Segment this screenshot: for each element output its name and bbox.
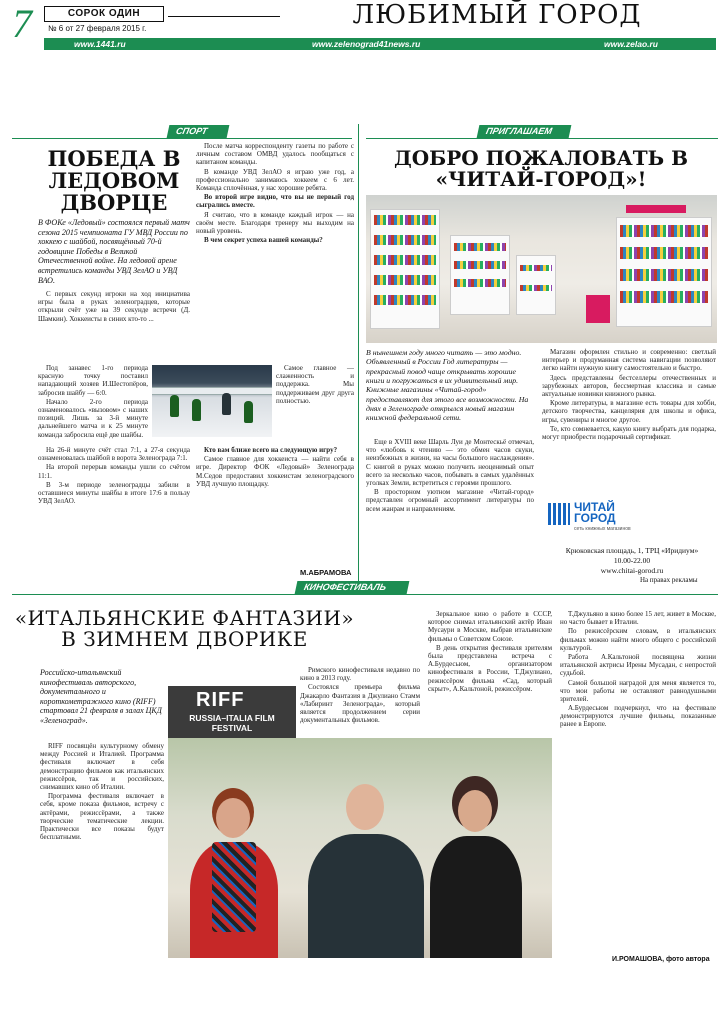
- chitay-col2-p4: Те, кто сомневается, какую книгу выбрать для подарка, могут приобрести подарочный сертификат.: [542, 424, 716, 441]
- shelf-row: [620, 247, 708, 259]
- kino-byline: И.РОМАШОВА, фото автора: [612, 956, 710, 963]
- kino-col4-p1: Т.Джульяно в кино более 15 лет, живет в Москве, но часто бывает в Италии.: [560, 610, 716, 627]
- bookstore-photo: [366, 195, 717, 343]
- kino-col4-p5: А.Бурдесьюм подчеркнул, что на фестивале демонстрируются лучшие фильмы, показанные ранее в Европе.: [560, 704, 716, 729]
- chitay-hours: 10.00-22.00: [613, 555, 651, 565]
- sport-col2-p3: Я считаю, что в команде каждый игрок — на своём месте. Благодаря тренеру мы выходим на новый уровень.: [196, 210, 354, 235]
- kino-headline: «ИТАЛЬЯНСКИЕ ФАНТАЗИИ» В ЗИМНЕМ ДВОРИКЕ: [14, 606, 355, 651]
- chitay-col2: [542, 348, 716, 498]
- kino-col1-p1: RIFF посвящён культурному обмену между Россией и Италией. Программа фестиваля включает в себя демонстрацию фильмов как итальянских режиссёров, так и российских, снимавших кино об Италии.: [40, 742, 164, 791]
- sport-col2-p4: Самое главное — слаженность и поддержка. Мы поддерживаем друг друга полностью.: [276, 364, 354, 405]
- chitay-logo-subtitle: сеть книжных магазинов: [574, 526, 631, 532]
- chitay-col2-p1: Магазин оформлен стильно и современно: светлый интерьер и продуманная система навигации позволяют легко найти нужную книгу самостоятельно и быстро.: [542, 348, 716, 373]
- chitay-site[interactable]: www.chitai-gorod.ru: [600, 565, 664, 575]
- issue-date: № 6 от 27 февраля 2015 г.: [48, 24, 147, 33]
- invite-rubric: ПРИГЛАШАЕМ: [477, 125, 572, 138]
- sport-col2-p2: В команде УВД ЗелАО я играю уже год, а профессионально занимаюсь хоккеем с 6 лет. Команда сплочённая, у нас хорошие ребята.: [196, 167, 354, 192]
- url-bar: [44, 38, 716, 50]
- sport-col2-q3: Кто вам ближе всего на следующую игру?: [204, 446, 338, 454]
- chitay-col1: [366, 438, 534, 578]
- festival-guests-photo: [168, 738, 552, 958]
- chitay-headline: ДОБРО ПОЖАЛОВАТЬ В «ЧИТАЙ-ГОРОД»!: [393, 146, 689, 191]
- kino-col4-p2: По режиссёрским словам, в итальянских фильмах можно найти много общего с российской культурой.: [560, 627, 716, 652]
- player-green-1: [170, 395, 179, 417]
- guest-head: [346, 784, 384, 830]
- sport-col1-p3: Начало 2-го периода ознаменовалось «вызовом» с наших позиций. Лишь за 3-й минуте дальнейшего матча и к 25 минуте команда забросила ещё две шайбы.: [38, 397, 148, 439]
- shelf-row: [620, 225, 708, 237]
- url-zelenograd41[interactable]: www.zelenograd41news.ru: [312, 39, 421, 49]
- shelf-row: [374, 275, 436, 285]
- chitay-logo-word1: ЧИТАЙ: [574, 500, 615, 514]
- sport-col1-p4: На 26-й минуте счёт стал 7:1, а 27-я секунда ознаменовалась шайбой в ворота Зеленограда 7:1.: [38, 446, 190, 463]
- shelf-row: [374, 295, 436, 305]
- player-green-3: [244, 401, 253, 423]
- kino-col3-p2: В день открытия фестиваля зрителям была представлена встреча с А.Бурдесьюм, организатором кинофестиваля в России, Т.Джулиано, режиссёром фильма «Сад, который скрыт», А.Кальтоной, режиссёром.: [428, 643, 552, 693]
- header-rule: [168, 16, 280, 17]
- ad-note: На правах рекламы: [640, 576, 698, 584]
- sport-col1-bottom: [38, 446, 190, 566]
- sport-col2-p5: Самое главное для хоккеиста — найти себя в игре. Директор ФОК «Ледовый» Зеленограда М.Седов предоставил хоккеистам зеленоградского УВД лучшую площадку.: [196, 455, 354, 488]
- shelf-row: [520, 285, 552, 291]
- sport-rubric: СПОРТ: [167, 125, 230, 138]
- sport-col2-bottom: [196, 446, 354, 560]
- shelf-row: [374, 255, 436, 265]
- riff-wordmark: RIFF: [196, 689, 245, 711]
- chitay-logo-name: [574, 502, 616, 524]
- shelf-row: [454, 279, 506, 287]
- kino-col4: [560, 610, 716, 952]
- chitay-logo-mark: [548, 503, 570, 525]
- kino-col2-p1: Римского кинофестиваля недавно по кино в 2013 году.: [300, 666, 420, 683]
- shelf-row: [520, 265, 552, 271]
- kino-col1-p2: Программа фестиваля включает в себя, кроме показа фильмов, встречу с актёрами, режиссёрами, а также творческие тематические лекции. Практически все показы будут бесплатными.: [40, 792, 164, 842]
- sport-col2-q2: В чем секрет успеха вашей команды?: [204, 236, 323, 245]
- sport-col2-beside-photo: [276, 364, 354, 442]
- kino-col3-p1: Зеркальное кино о работе в СССР, которое снимал итальянский актёр Иван Мусаури в Москве, выбрав итальянские фильмы о Советском Союзе.: [428, 610, 552, 643]
- invite-rubric-line: [366, 138, 718, 139]
- guest-head: [216, 798, 250, 838]
- kino-rubric-line: [12, 594, 718, 595]
- column-divider: [358, 124, 359, 584]
- kino-col2: [300, 666, 420, 734]
- kino-col4-p4: Самой большой наградой для меня является то, что мои работы не оставляют равнодушными зрителей.: [560, 678, 716, 703]
- kino-col4-p3: Работа А.Кальтоной посвящена жизни итальянской актрисы Ирены Мусадан, с непростой судьбой.: [560, 652, 716, 678]
- chitay-col2-p2: Здесь представлены бестселлеры отечественных и зарубежных авторов, бессмертная классика и самые актуальные новинки книжного рынка.: [542, 373, 716, 398]
- kino-col1: [40, 742, 164, 947]
- sport-byline: М.АБРАМОВА: [300, 568, 352, 577]
- sport-col1-p6: В 3-м периоде зеленоградцы забили в оставшиеся минуты шайбы в итоге 17:6 в пользу УВД ЗелАО.: [38, 480, 190, 506]
- shelf-row: [454, 243, 506, 251]
- chitay-col2-p3: Кроме литературы, в магазине есть товары для хобби, детского творчества, канцелярия для школы и офиса, игры, сувениры и многое другое.: [542, 399, 716, 424]
- newspaper-logo: СОРОК ОДИН: [44, 6, 164, 22]
- guest-body: [308, 834, 424, 958]
- hockey-photo: [152, 365, 272, 437]
- guest-body: [430, 836, 522, 958]
- sport-lead: В ФОКе «Ледовый» состоялся первый матч сезона 2015 чемпионата ГУ МВД России по хоккею с шайбой, посвящённый 70-й годовщине Победы в Великой Отечественной войне. На ледовой арене встретились команды УВД ЗелАО и УВД ВАО.: [38, 218, 190, 285]
- chitay-contacts: [548, 546, 716, 575]
- url-zelao[interactable]: www.zelao.ru: [604, 39, 659, 49]
- sport-col1-p2: Под занавес 1-го периода красную точку поставил нападающий хозяев И.Шестопёров, забросив шайбу — 6:0.: [38, 364, 148, 397]
- shelf-row: [620, 269, 708, 281]
- section-title: ЛЮБИМЫЙ ГОРОД: [352, 0, 642, 30]
- url-1441[interactable]: www.1441.ru: [74, 39, 126, 49]
- chitay-col1-p1: Еще в XVIII веке Шарль Луи де Монтескьё отмечал, что «любовь к чтению — это обмен часов скуки, неизбежных в жизни, на часы большого наслаждения». С книгой в руках можно получить неоценимый опыт всего за несколько часов, побывать в самых удалённых уголках Земли, встретиться с героями прошлого.: [366, 438, 534, 487]
- chitay-col1-p2: В просторном уютном магазине «Читай-город» представлен огромный ассортимент литературы по всем жанрам и направлениям.: [366, 488, 534, 513]
- sport-col1-p1: С первых секунд игроки на ход инициатива игры была в руках зеленоградцев, которые открыли счёт уже на 39 секунде встречи (Д. Шамкин). Хоккеисты в синих кто-то ...: [38, 290, 190, 323]
- player-dark-1: [222, 393, 231, 415]
- shelf-row: [454, 261, 506, 269]
- kino-col3: [428, 610, 552, 734]
- guest-head: [458, 790, 492, 832]
- kino-col2-p2: Состоялся премьера фильма Джакарло Фантазия в Джулиано Стамм «Лабиринт Зеленограда», который является продолжением серии документальных фильмов.: [300, 683, 420, 725]
- player-green-2: [192, 399, 201, 421]
- chitay-gorod-logo: [548, 500, 688, 533]
- shelf-row: [374, 235, 436, 245]
- sport-col2-top: [196, 142, 354, 362]
- shelf-left-frame: [370, 209, 440, 329]
- display-stand-pink: [586, 295, 610, 323]
- sport-headline: ПОБЕДА В ЛЕДОВОМ ДВОРЦЕ: [47, 146, 181, 216]
- chitay-address: Крюковская площадь, 1, ТРЦ «Иридиум»: [565, 546, 699, 555]
- sport-col2-p1: После матча корреспонденту газеты по работе с личным составом ОМВД удалось пообщаться с капитаном команды.: [196, 142, 354, 167]
- kino-lead: Российско-итальянский кинофестиваль авторского, документального и короткометражного кино (RIFF) стартовал 21 февраля в залах ЦКД «Зеленоград».: [40, 668, 162, 725]
- rink-board: [152, 387, 272, 395]
- riff-festival-logo: [168, 686, 296, 738]
- shelf-row: [620, 291, 708, 303]
- guest-scarf: [212, 842, 256, 932]
- chitay-lead: В нынешнем году много читать — это модно. Объявленный в России Год литературы — прекрасный повод чаще открывать хорошие книги и погружаться в их удивительный мир. Книжные магазины «Читай-город» предоставляют для этого все возможности. На днях в Зеленограде открылся новый магазин книжной федеральной сети.: [366, 348, 529, 423]
- sport-col2-q1: Во второй игре видно, что вы не первый год сыгрались вместе.: [196, 193, 354, 210]
- sport-col1-beside-photo: [38, 364, 148, 442]
- page-number: 7: [12, 1, 32, 46]
- shelf-row: [374, 215, 436, 225]
- sport-col1-p5: На второй перерыв команды ушли со счётом 11:1.: [38, 463, 190, 480]
- riff-festival-name: RUSSIA–ITALIA FILM FESTIVAL: [189, 713, 275, 733]
- chitay-logo-word2: ГОРОД: [574, 511, 616, 525]
- store-sign-pink: [626, 205, 686, 213]
- kino-rubric: КИНОФЕСТИВАЛЬ: [295, 581, 410, 594]
- sport-rubric-line: [12, 138, 352, 139]
- sport-col1-top: [38, 290, 190, 360]
